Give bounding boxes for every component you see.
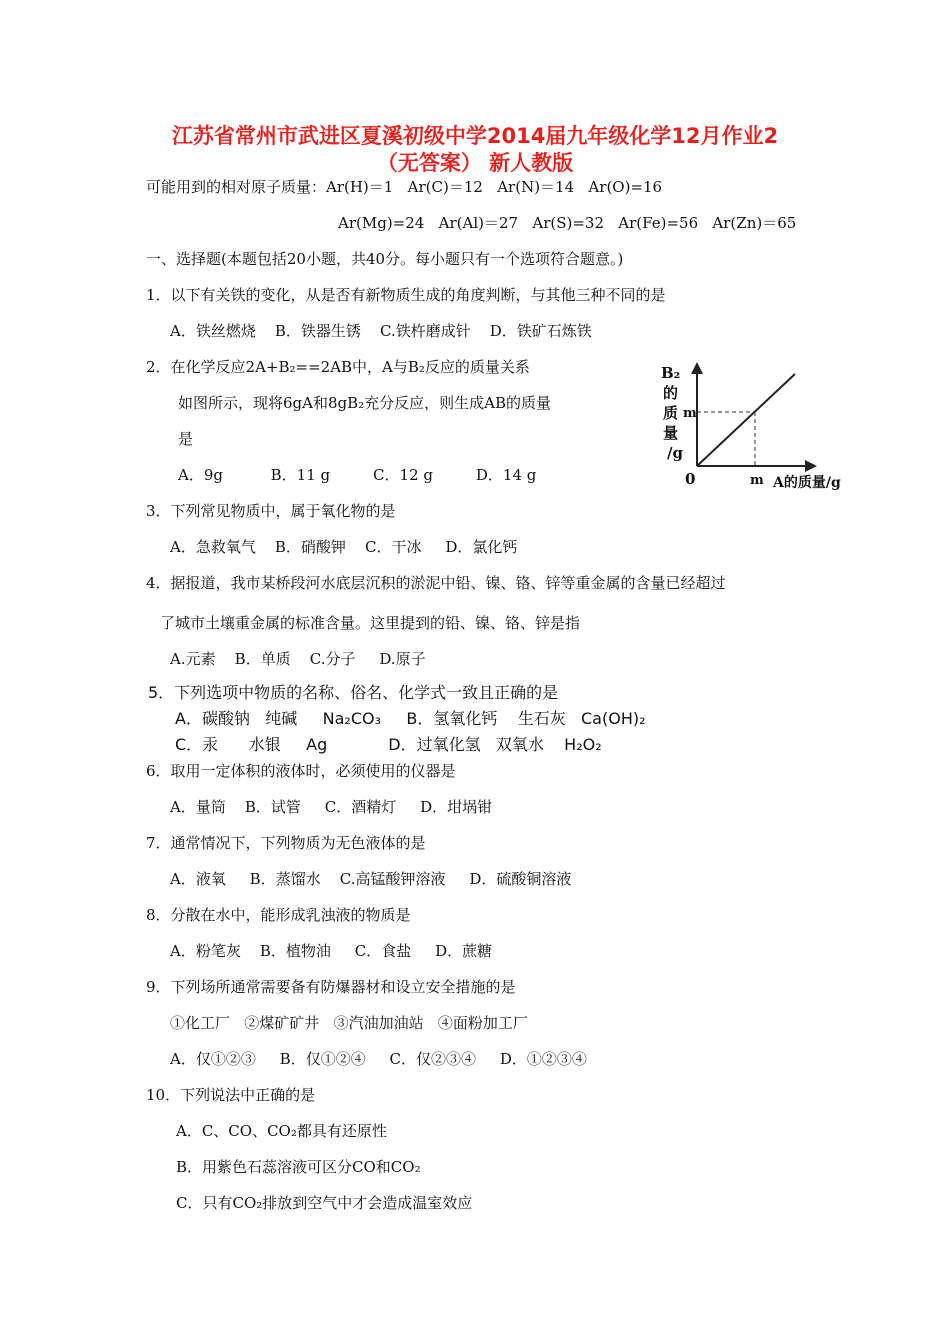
question-10-option-b: B．用紫色石蕊溶液可区分CO和CO₂ [176,1158,421,1176]
atomic-mass-line1: 可能用到的相对原子质量：Ar(H)＝1 Ar(C)＝12 Ar(N)＝14 Ar(O)=16 [146,178,663,196]
y-axis-label-3: 质 [663,404,679,422]
question-10-stem: 10．下列说法中正确的是 [146,1086,316,1104]
question-2-stem: 2．在化学反应2A+B₂==2AB中，A与B₂反应的质量关系 [146,358,530,376]
question-10-option-a: A．C、CO、CO₂都具有还原性 [176,1122,387,1140]
question-2-stem-cont: 如图所示，现将6gA和8gB₂充分反应，则生成AB的质量 [178,394,552,412]
question-5-options-ab: A．碳酸钠 纯碱 Na₂CO₃ B．氢氧化钙 生石灰 Ca(OH)₂ [175,709,646,728]
question-4-stem-cont: 了城市土壤重金属的标准含量。这里提到的铅、镍、铬、锌是指 [160,614,581,632]
document-title-line2: （无答案） 新人教版 [376,151,574,175]
question-9-items: ①化工厂 ②煤矿矿井 ③汽油加油站 ④面粉加工厂 [170,1014,528,1032]
x-axis-label: A的质量/g [773,475,841,491]
question-7-stem: 7．通常情况下，下列物质为无色液体的是 [146,834,426,852]
question-2-options: A．9g B．11 g C．12 g D．14 g [178,466,537,484]
y-tick-m: m [683,406,697,421]
question-7-options: A．液氧 B．蒸馏水 C.高锰酸钾溶液 D．硫酸铜溶液 [170,870,572,888]
question-3-options: A．急救氧气 B．硝酸钾 C．干冰 D．氯化钙 [170,538,518,556]
x-axis-arrow [805,460,817,472]
question-4-options: A.元素 B．单质 C.分子 D.原子 [170,650,426,668]
y-axis-label-5: /g [667,444,683,462]
question-5-stem: 5．下列选项中物质的名称、俗名、化学式一致且正确的是 [148,683,559,702]
y-axis-label-1: B₂ [661,364,681,382]
question-9-stem: 9．下列场所通常需要备有防爆器材和设立安全措施的是 [146,978,516,996]
y-axis-arrow [691,362,703,374]
atomic-mass-line2: Ar(Mg)=24 Ar(Al)＝27 Ar(S)=32 Ar(Fe)=56 Ar(Zn)＝65 [338,214,797,232]
question-6-options: A．量筒 B．试管 C．酒精灯 D．坩埚钳 [170,798,493,816]
question-1-stem: 1．以下有关铁的变化，从是否有新物质生成的角度判断，与其他三种不同的是 [146,286,666,304]
mass-relation-graph [655,360,865,495]
question-5-options-cd: C．汞 水银 Ag D．过氧化氢 双氧水 H₂O₂ [175,735,602,754]
document-title-line1: 江苏省常州市武进区夏溪初级中学2014届九年级化学12月作业2 [171,124,779,148]
question-9-options: A．仅①②③ B．仅①②④ C．仅②③④ D．①②③④ [170,1050,587,1068]
section-heading: 一、选择题(本题包括20小题，共40分。每小题只有一个选项符合题意。) [146,250,624,268]
question-10-option-c: C．只有CO₂排放到空气中才会造成温室效应 [176,1194,473,1212]
origin-label: 0 [685,470,696,488]
question-4-stem: 4．据报道，我市某桥段河水底层沉积的淤泥中铅、镍、铬、锌等重金属的含量已经超过 [146,574,726,592]
y-axis-label-4: 量 [663,424,679,442]
x-tick-m: m [750,473,764,488]
question-6-stem: 6．取用一定体积的液体时，必须使用的仪器是 [146,762,456,780]
question-2-stem-end: 是 [178,430,194,448]
relation-line [697,374,795,466]
question-8-stem: 8．分散在水中，能形成乳浊液的物质是 [146,906,411,924]
question-1-options: A．铁丝燃烧 B．铁器生锈 C.铁杵磨成针 D．铁矿石炼铁 [170,322,592,340]
question-8-options: A．粉笔灰 B．植物油 C．食盐 D．蔗糖 [170,942,493,960]
question-3-stem: 3．下列常见物质中，属于氧化物的是 [146,502,396,520]
y-axis-label-2: 的 [663,384,679,402]
